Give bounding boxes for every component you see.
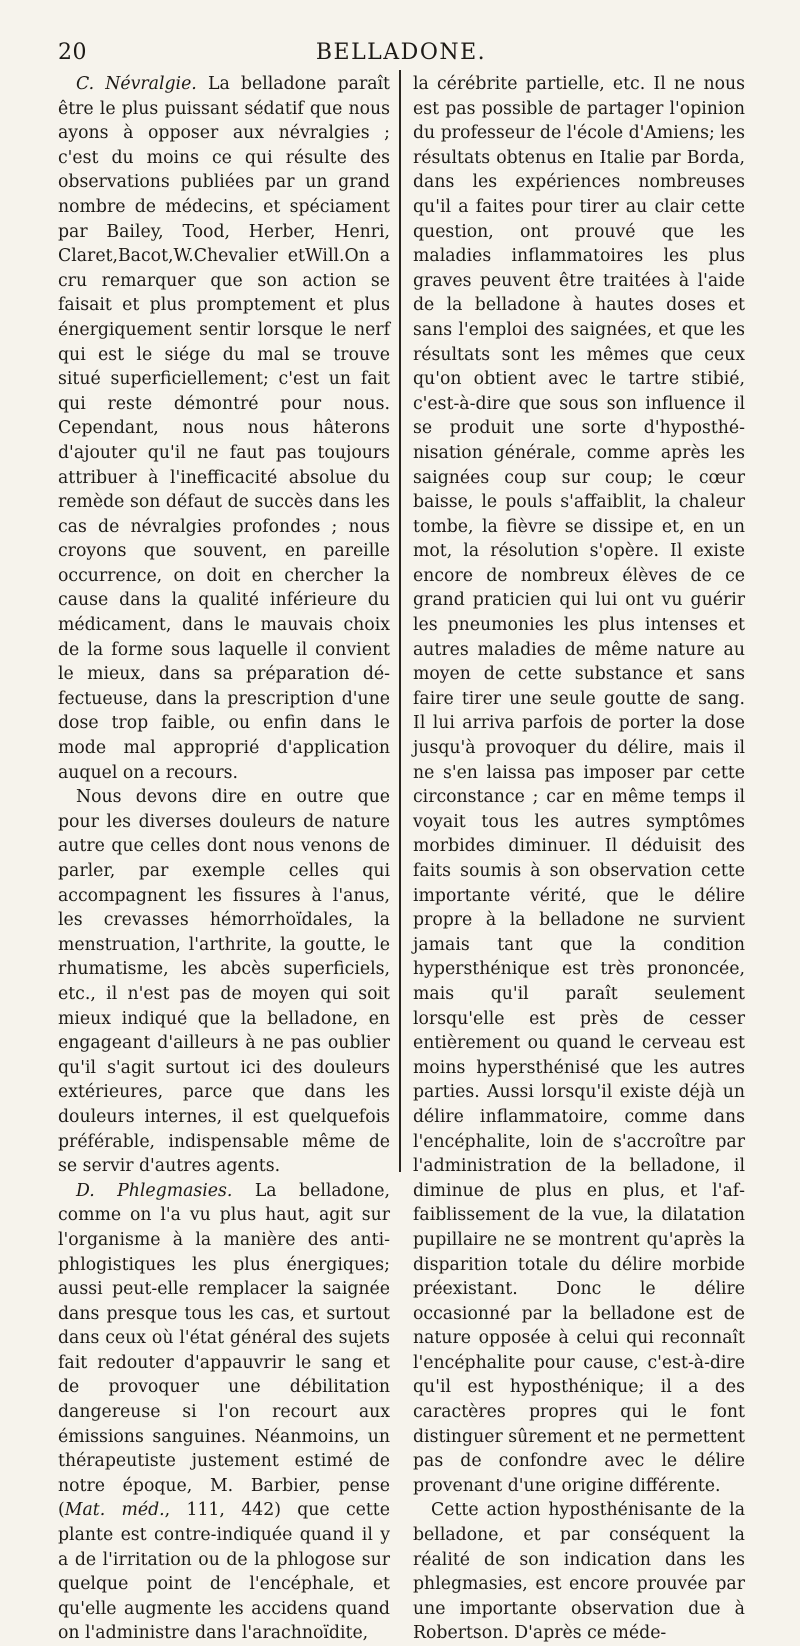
page-header <box>58 40 744 70</box>
column-divider <box>399 70 401 1172</box>
paragraph-continuation: la cérébrite partielle, etc. Il ne nous est pas possible de partager l'opinion du professeur de l'école d'Amiens; les résultats obtenus en Italie par Borda, dans les expériences nombreuses qu'il a faites pour tirer au clair cette question, ont prouvé que les maladies inflammatoires les plus graves peuvent être traitées à l'aide de la belladone à hautes doses et sans l'emploi des saignées, et que les résultats sont les mêmes que ceux qu'on obtient avec le tartre stibié, c'est-à-dire que sous son influence il se produit une sorte d'hyposthénisation générale, comme après les saignées coup sur coup; le cœur baisse, le pouls s'affaiblit, la chaleur tombe, la fièvre se dissipe et, en un mot, la résolution s'opère. Il existe encore de nombreux élèves de ce grand praticien qui lui ont vu guérir les pneumonies les plus intenses et autres maladies de même nature au moyen de cette substance et sans faire tirer une seule goutte de sang. Il lui arriva parfois de porter la dose jusqu'à provoquer du délire, mais il ne s'en laissa pas imposer par cette circonstance ; car en même temps il voyait tous les autres symptômes morbides diminuer. Il déduisit des faits soumis à son observation cette importante vérité, que le délire propre à la belladone ne survient jamais tant que la condition hypersthénique est très prononcée, mais qu'il paraît seulement lorsqu'elle est près de cesser entièrement ou quand le cerveau est moins hypersthénisé que les autres parties. Aussi lorsqu'il existe déjà un délire inflammatoire, comme dans l'encéphalite, loin de s'accroître par l'administration de la belladone, il diminue de plus en plus, et l'affaiblissement de la vue, la dilatation pupillaire ne se montrent qu'après la disparition totale du délire morbide préexistant. Donc le délire occasionné par la belladone est de nature opposée à celui qui reconnaît l'encéphalite pour cause, c'est-à-dire qu'il est hyposthénique; il a des caractères propres qui le font distinguer sûrement et ne permettent pas de confondre avec le délire provenant d'une origine différente. <box>413 74 745 1496</box>
citation: Mat. méd. <box>64 1500 165 1521</box>
left-column <box>58 72 390 1646</box>
right-column <box>413 72 745 1646</box>
section-heading-phlegmasies: D. Phlegmasies. <box>76 1180 233 1201</box>
page-number: 20 <box>58 40 87 65</box>
running-title: BELLADONE. <box>315 40 487 65</box>
paragraph-nevralgie <box>58 72 390 785</box>
paragraph-action: Cette action hyposthénisante de la belladone, et par conséquent la réalité de son indication dans les phlegmasies, est encore prouvée par une importante observation due à Robertson. D'après ce méde- <box>413 1500 745 1644</box>
paragraph-text: La belladone paraît être le plus puissant sédatif que nous ayons à opposer aux névralgies ; c'est du moins ce qui résulte des observations publiées par un grand nombre de médecins, et spéciament par Bailey, Tood, Herber, Henri, Claret,Bacot,W.Chevalier etWill.On a cru remarquer que son action se faisait et plus promptement et plus énergiquement sentir lorsque le nerf qui est le siége du mal se trouve situé superficiellement; c'est un fait qui reste démontré pour nous. Cependant, nous nous hâterons d'ajouter qu'il ne faut pas toujours attribuer à l'inefficacité absolue du remède son défaut de succès dans les cas de névralgies profondes ; nous croyons que souvent, en pareille occurrence, on doit en chercher la cause dans la qualité inférieure du médicament, dans le mauvais choix de la forme sous laquelle il convient le mieux, dans sa préparation défectueuse, dans la prescription d'une dose trop faible, ou enfin dans le mode mal approprié d'application auquel on a recours. <box>58 74 390 783</box>
paragraph-text: La belladone, comme on l'a vu plus haut, agit sur l'organisme à la manière des anti-phlogistiques les plus énergiques; aussi peut-elle remplacer la saignée dans presque tous les cas, et surtout dans ceux où l'état général des sujets fait redouter d'appauvrir le sang et de provoquer une débilitation dangereuse si l'on recourt aux émissions sanguines. Néanmoins, un thérapeutiste justement estimé de notre époque, M. Barbier, pense ( <box>58 1180 390 1521</box>
paragraph-text: , 111, 442) que cette plante est contre-indiquée quand il y a de l'irritation ou de la phlogose sur quelque point de l'encéphale, et qu'elle augmente les accidens quand on l'administre dans l'arachnoïdite, <box>58 1500 390 1644</box>
section-heading-nevralgie: C. Névralgie. <box>76 74 197 94</box>
paragraph-douleurs: Nous devons dire en outre que pour les diverses douleurs de nature autre que celles dont nous venons de parler, par exemple celles qui accompagnent les fissures à l'anus, les crevasses hémorrhoïdales, la menstruation, l'arthrite, la goutte, le rhumatisme, les abcès superficiels, etc., il n'est pas de moyen qui soit mieux indiqué que la belladone, en engageant d'ailleurs à ne pas oublier qu'il s'agit surtout ici des douleurs extérieures, parce que dans les douleurs internes, il est quelquefois préférable, indispensable même de se servir d'autres agents. <box>58 787 390 1177</box>
paragraph-phlegmasies <box>58 1179 390 1646</box>
